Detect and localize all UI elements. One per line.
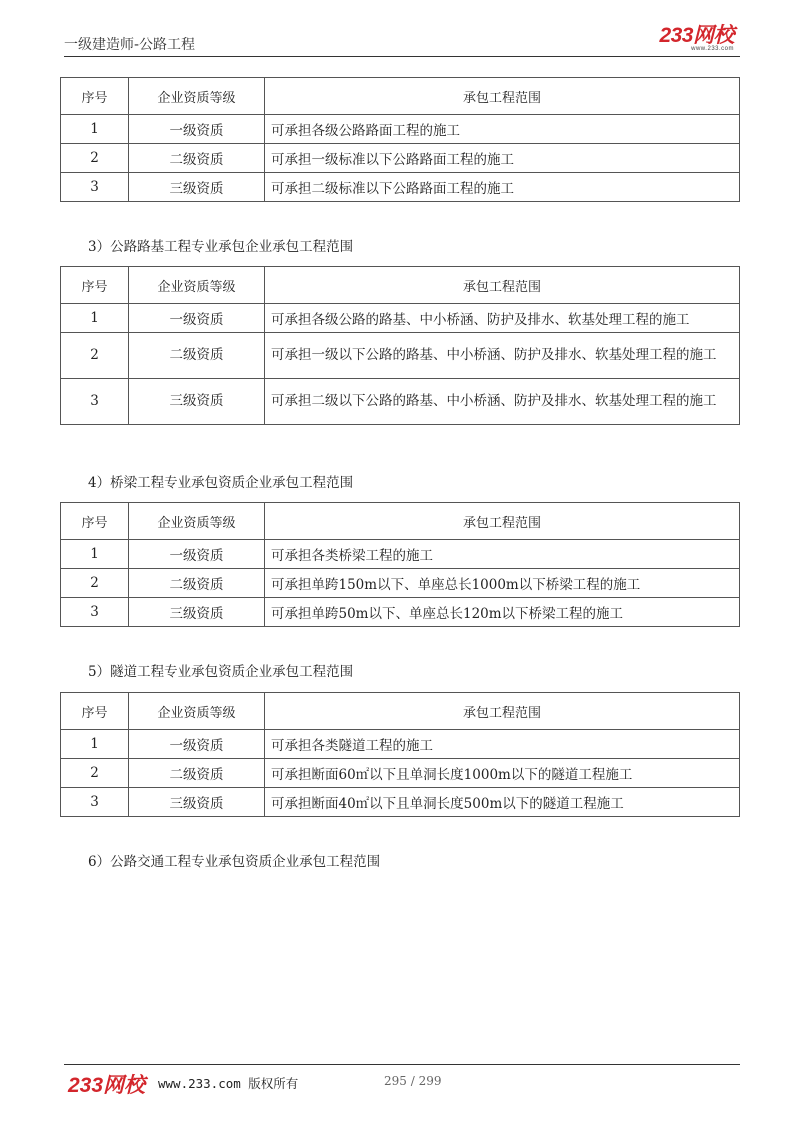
- table-row: [61, 144, 740, 173]
- row-scope: 可承担二级以下公路的路基、中小桥涵、防护及排水、软基处理工程的施工: [265, 379, 740, 425]
- row-scope: 可承担各类隧道工程的施工: [265, 730, 740, 759]
- row-no: 3: [61, 788, 129, 817]
- row-no: 1: [61, 304, 129, 333]
- row-scope: 可承担各级公路路面工程的施工: [265, 115, 740, 144]
- table-row: [61, 788, 740, 817]
- row-no: 1: [61, 540, 129, 569]
- row-grade: 二级资质: [129, 144, 265, 173]
- row-grade: 二级资质: [129, 759, 265, 788]
- header-title: 一级建造师-公路工程: [64, 37, 196, 53]
- table-header-row: [61, 78, 740, 115]
- table-tunnel: [60, 692, 740, 817]
- section-caption-traffic: 6）公路交通工程专业承包资质企业承包工程范围: [88, 854, 381, 870]
- table-row: [61, 730, 740, 759]
- row-grade: 二级资质: [129, 333, 265, 379]
- row-no: 3: [61, 173, 129, 202]
- footer-copyright: www.233.com 版权所有: [158, 1076, 299, 1091]
- table-row: [61, 540, 740, 569]
- table-subgrade: [60, 266, 740, 425]
- row-no: 3: [61, 598, 129, 627]
- row-grade: 一级资质: [129, 115, 265, 144]
- row-scope: 可承担单跨50m以下、单座总长120m以下桥梁工程的施工: [265, 598, 740, 627]
- table-header-row: [61, 267, 740, 304]
- row-no: 1: [61, 115, 129, 144]
- row-no: 2: [61, 569, 129, 598]
- row-scope: 可承担一级以下公路的路基、中小桥涵、防护及排水、软基处理工程的施工: [265, 333, 740, 379]
- table-row: [61, 569, 740, 598]
- section-caption-tunnel: 5）隧道工程专业承包资质企业承包工程范围: [88, 664, 354, 680]
- table-row: [61, 598, 740, 627]
- row-scope: 可承担二级标准以下公路路面工程的施工: [265, 173, 740, 202]
- row-grade: 一级资质: [129, 730, 265, 759]
- table-header-row: [61, 503, 740, 540]
- row-no: 2: [61, 759, 129, 788]
- row-grade: 三级资质: [129, 379, 265, 425]
- page-footer: [64, 1064, 740, 1097]
- col-header-grade: 企业资质等级: [129, 503, 265, 540]
- row-grade: 二级资质: [129, 569, 265, 598]
- col-header-grade: 企业资质等级: [129, 267, 265, 304]
- col-header-scope: 承包工程范围: [265, 693, 740, 730]
- table-row: [61, 173, 740, 202]
- col-header-no: 序号: [61, 267, 129, 304]
- page-header: [64, 24, 740, 57]
- row-no: 2: [61, 333, 129, 379]
- table-row: [61, 115, 740, 144]
- table-bridge: [60, 502, 740, 627]
- row-grade: 一级资质: [129, 540, 265, 569]
- table-row: [61, 379, 740, 425]
- header-logo: [659, 26, 734, 53]
- section-caption-bridge: 4）桥梁工程专业承包资质企业承包工程范围: [88, 475, 354, 491]
- row-scope: 可承担各级公路的路基、中小桥涵、防护及排水、软基处理工程的施工: [265, 304, 740, 333]
- footer-logo: 233网校: [68, 1074, 146, 1097]
- col-header-scope: 承包工程范围: [265, 503, 740, 540]
- section-caption-subgrade: 3）公路路基工程专业承包企业承包工程范围: [88, 239, 354, 255]
- row-scope: 可承担各类桥梁工程的施工: [265, 540, 740, 569]
- table-header-row: [61, 693, 740, 730]
- col-header-no: 序号: [61, 503, 129, 540]
- col-header-no: 序号: [61, 78, 129, 115]
- row-grade: 三级资质: [129, 788, 265, 817]
- table-row: [61, 333, 740, 379]
- row-grade: 三级资质: [129, 598, 265, 627]
- col-header-scope: 承包工程范围: [265, 78, 740, 115]
- row-scope: 可承担断面40㎡以下且单洞长度500m以下的隧道工程施工: [265, 788, 740, 817]
- row-grade: 三级资质: [129, 173, 265, 202]
- col-header-scope: 承包工程范围: [265, 267, 740, 304]
- row-grade: 一级资质: [129, 304, 265, 333]
- row-no: 2: [61, 144, 129, 173]
- col-header-no: 序号: [61, 693, 129, 730]
- row-no: 3: [61, 379, 129, 425]
- table-pavement: [60, 77, 740, 202]
- row-scope: 可承担断面60㎡以下且单洞长度1000m以下的隧道工程施工: [265, 759, 740, 788]
- row-scope: 可承担单跨150m以下、单座总长1000m以下桥梁工程的施工: [265, 569, 740, 598]
- logo-url: www.233.com: [691, 46, 734, 52]
- table-row: [61, 304, 740, 333]
- logo-text: 233网校: [659, 24, 734, 47]
- table-row: [61, 759, 740, 788]
- page-number: 295 / 299: [384, 1074, 442, 1088]
- row-scope: 可承担一级标准以下公路路面工程的施工: [265, 144, 740, 173]
- row-no: 1: [61, 730, 129, 759]
- col-header-grade: 企业资质等级: [129, 78, 265, 115]
- col-header-grade: 企业资质等级: [129, 693, 265, 730]
